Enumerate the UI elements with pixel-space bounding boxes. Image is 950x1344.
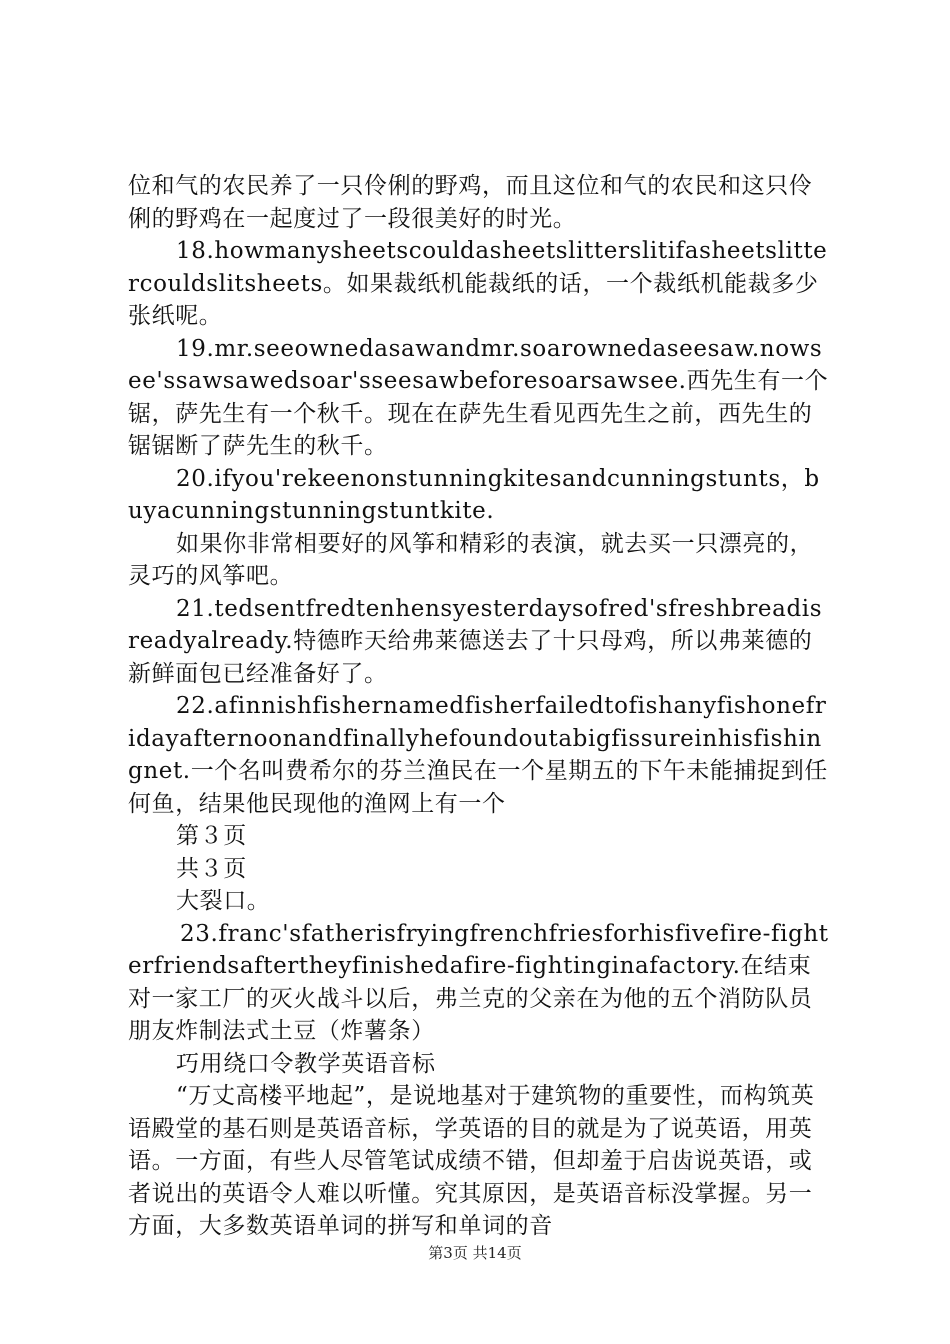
page-footer: 第3页 共14页 xyxy=(428,1244,522,1262)
paragraph-tongue-twister-21: 21.tedsentfredtenhensyesterdaysofred'sfreshbreadisreadyalready.特德昨天给弗莱德送去了十只母鸡，所以弗莱德的新鲜面包已经准备好了。 xyxy=(128,595,823,687)
paragraph-tongue-twister-20: 20.ifyou'rekeenonstunningkitesandcunningstunts，buyacunningstunningstuntkite. xyxy=(128,465,820,524)
paragraph-tongue-twister-18: 18.howmanysheetscouldasheetslitterslitifasheetslittercouldslitsheets。如果裁纸机能裁纸的话，一个裁纸机能裁多少张纸呢。 xyxy=(128,238,828,329)
paragraph-continuation: 位和气的农民养了一只伶俐的野鸡，而且这位和气的农民和这只伶俐的野鸡在一起度过了一段很美好的时光。 xyxy=(128,173,813,232)
paragraph-tongue-twister-22: 22.afinnishfishernamedfisherfailedtofishanyfishonefridayafternoonandfinallyhefoundoutabigfissureinhisfishingnet.一个名叫费希尔的芬兰渔民在一个星期五的下午未能捕捉到任何鱼，结果他民现他的渔网上有一个 xyxy=(128,693,828,817)
paragraph-intro: “万丈高楼平地起”，是说地基对于建筑物的重要性，而构筑英语殿堂的基石则是英语音标，学英语的目的就是为了说英语，用英语。一方面，有些人尽管笔试成绩不错，但却羞于启齿说英语，或者说出的英语令人难以听懂。究其原因，是英语音标没掌握。另一方面，大多数英语单词的拼写和单词的音 xyxy=(128,1083,815,1239)
paragraph-tongue-twister-23: 23.franc'sfatherisfryingfrenchfriesforhisfivefire-fighterfriendsaftertheyfinishedafire-fightinginafactory.在结束对一家工厂的灭火战斗以后，弗兰克的父亲在为他的五个消防队员朋友炸制法式土豆（炸薯条） xyxy=(128,920,829,1044)
inline-page-total: 共３页 xyxy=(176,855,247,882)
paragraph-translation-20: 如果你非常相要好的风筝和精彩的表演，就去买一只漂亮的，灵巧的风筝吧。 xyxy=(128,530,814,589)
page-body xyxy=(128,170,832,1243)
paragraph-fragment: 大裂口。 xyxy=(176,888,271,914)
inline-page-number: 第３页 xyxy=(176,823,247,849)
section-heading: 巧用绕口令教学英语音标 xyxy=(176,1050,436,1077)
paragraph-tongue-twister-19: 19.mr.seeownedasawandmr.soarownedaseesaw.nowsee'ssawsawedsoar'sseesawbeforesoarsawsee.西先生有一个锯，萨先生有一个秋千。现在在萨先生看见西先生之前，西先生的锯锯断了萨先生的秋千。 xyxy=(128,335,829,459)
